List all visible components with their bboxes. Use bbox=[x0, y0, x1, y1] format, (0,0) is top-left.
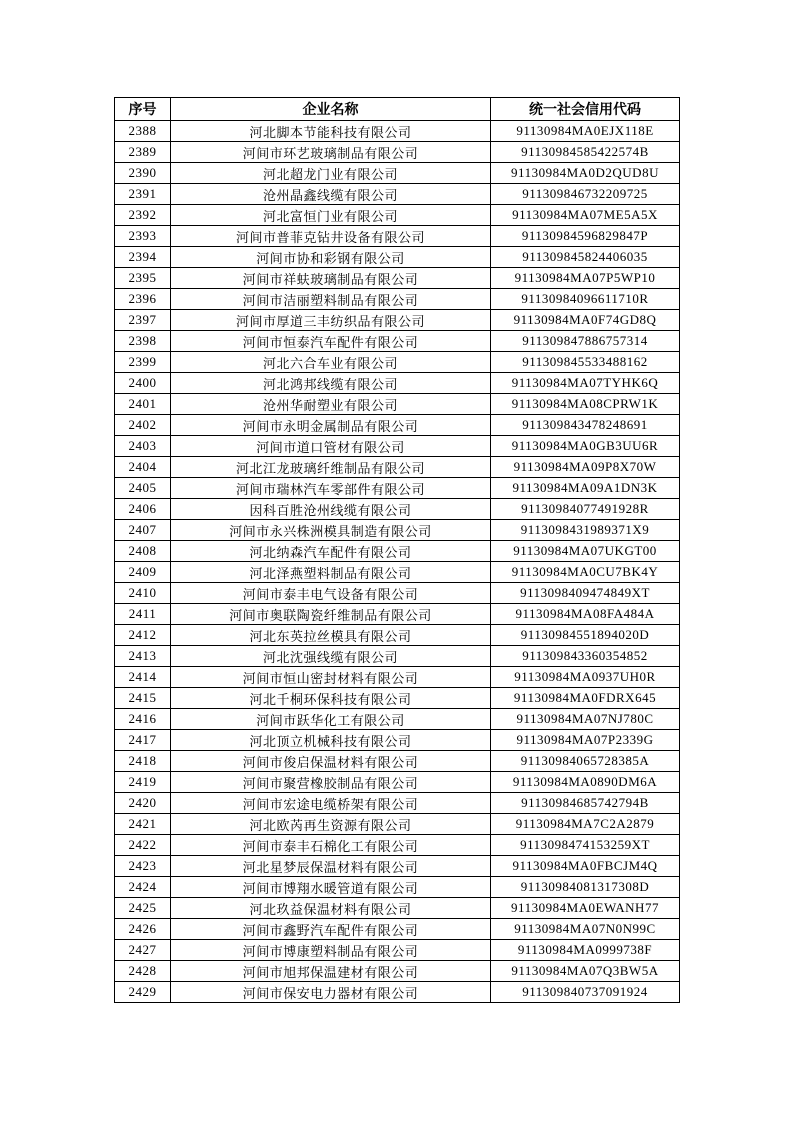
company-name-cell: 河间市跃华化工有限公司 bbox=[171, 709, 491, 730]
company-name-cell: 河北鸿邦线缆有限公司 bbox=[171, 373, 491, 394]
company-name-cell: 河北泽燕塑料制品有限公司 bbox=[171, 562, 491, 583]
company-name-cell: 河间市洁丽塑料制品有限公司 bbox=[171, 289, 491, 310]
credit-code-cell: 91130984MA0F74GD8Q bbox=[491, 310, 680, 331]
table-row bbox=[115, 436, 680, 457]
column-header-serial-number: 序号 bbox=[115, 98, 171, 121]
credit-code-cell: 9113098474153259XT bbox=[491, 835, 680, 856]
credit-code-cell: 9113098431989371X9 bbox=[491, 520, 680, 541]
serial-number-cell: 2416 bbox=[115, 709, 171, 730]
serial-number-cell: 2424 bbox=[115, 877, 171, 898]
table-row bbox=[115, 625, 680, 646]
table-row bbox=[115, 877, 680, 898]
credit-code-cell: 91130984MA07P2339G bbox=[491, 730, 680, 751]
company-name-cell: 河北东英拉丝模具有限公司 bbox=[171, 625, 491, 646]
table-row bbox=[115, 919, 680, 940]
credit-code-cell: 91130984685742794B bbox=[491, 793, 680, 814]
company-name-cell: 河间市旭邦保温建材有限公司 bbox=[171, 961, 491, 982]
table-row bbox=[115, 961, 680, 982]
serial-number-cell: 2402 bbox=[115, 415, 171, 436]
credit-code-cell: 91130984MA0EJX118E bbox=[491, 121, 680, 142]
table-row bbox=[115, 646, 680, 667]
company-name-cell: 河北欧芮再生资源有限公司 bbox=[171, 814, 491, 835]
credit-code-cell: 91130984MA0937UH0R bbox=[491, 667, 680, 688]
credit-code-cell: 91130984MA0FBCJM4Q bbox=[491, 856, 680, 877]
credit-code-cell: 911309843360354852 bbox=[491, 646, 680, 667]
company-name-cell: 沧州晶鑫线缆有限公司 bbox=[171, 184, 491, 205]
credit-code-cell: 91130984MA0FDRX645 bbox=[491, 688, 680, 709]
credit-code-cell: 91130984MA0EWANH77 bbox=[491, 898, 680, 919]
company-name-cell: 河间市博翔水暖管道有限公司 bbox=[171, 877, 491, 898]
table-row bbox=[115, 541, 680, 562]
credit-code-cell: 91130984MA07UKGT00 bbox=[491, 541, 680, 562]
serial-number-cell: 2407 bbox=[115, 520, 171, 541]
table-row bbox=[115, 205, 680, 226]
serial-number-cell: 2419 bbox=[115, 772, 171, 793]
company-name-cell: 河间市博康塑料制品有限公司 bbox=[171, 940, 491, 961]
credit-code-cell: 91130984MA0GB3UU6R bbox=[491, 436, 680, 457]
company-name-cell: 河间市奥联陶瓷纤维制品有限公司 bbox=[171, 604, 491, 625]
serial-number-cell: 2397 bbox=[115, 310, 171, 331]
company-name-cell: 河间市保安电力器材有限公司 bbox=[171, 982, 491, 1003]
table-row bbox=[115, 772, 680, 793]
serial-number-cell: 2411 bbox=[115, 604, 171, 625]
credit-code-cell: 91130984MA07TYHK6Q bbox=[491, 373, 680, 394]
credit-code-cell: 91130984MA07P5WP10 bbox=[491, 268, 680, 289]
serial-number-cell: 2422 bbox=[115, 835, 171, 856]
serial-number-cell: 2428 bbox=[115, 961, 171, 982]
column-header-credit-code: 统一社会信用代码 bbox=[491, 98, 680, 121]
credit-code-cell: 91130984MA09A1DN3K bbox=[491, 478, 680, 499]
serial-number-cell: 2400 bbox=[115, 373, 171, 394]
credit-code-cell: 911309843478248691 bbox=[491, 415, 680, 436]
serial-number-cell: 2421 bbox=[115, 814, 171, 835]
credit-code-cell: 91130984065728385A bbox=[491, 751, 680, 772]
credit-code-cell: 91130984MA08FA484A bbox=[491, 604, 680, 625]
serial-number-cell: 2388 bbox=[115, 121, 171, 142]
company-name-cell: 河间市普菲克钻井设备有限公司 bbox=[171, 226, 491, 247]
credit-code-cell: 91130984551894020D bbox=[491, 625, 680, 646]
serial-number-cell: 2393 bbox=[115, 226, 171, 247]
table-row bbox=[115, 667, 680, 688]
credit-code-cell: 911309840737091924 bbox=[491, 982, 680, 1003]
credit-code-cell: 91130984MA07NJ780C bbox=[491, 709, 680, 730]
table-row bbox=[115, 688, 680, 709]
table-row bbox=[115, 982, 680, 1003]
credit-code-cell: 91130984MA0999738F bbox=[491, 940, 680, 961]
table-row bbox=[115, 184, 680, 205]
credit-code-cell: 91130984096611710R bbox=[491, 289, 680, 310]
table-row bbox=[115, 142, 680, 163]
serial-number-cell: 2418 bbox=[115, 751, 171, 772]
credit-code-cell: 911309847886757314 bbox=[491, 331, 680, 352]
credit-code-cell: 91130984585422574B bbox=[491, 142, 680, 163]
credit-code-cell: 911309845824406035 bbox=[491, 247, 680, 268]
company-name-cell: 河北千桐环保科技有限公司 bbox=[171, 688, 491, 709]
serial-number-cell: 2390 bbox=[115, 163, 171, 184]
table-row bbox=[115, 331, 680, 352]
serial-number-cell: 2409 bbox=[115, 562, 171, 583]
table-row bbox=[115, 226, 680, 247]
credit-code-cell: 91130984MA0890DM6A bbox=[491, 772, 680, 793]
table-row bbox=[115, 415, 680, 436]
company-name-cell: 河间市环艺玻璃制品有限公司 bbox=[171, 142, 491, 163]
company-name-cell: 沧州华耐塑业有限公司 bbox=[171, 394, 491, 415]
company-name-cell: 河间市永兴株洲模具制造有限公司 bbox=[171, 520, 491, 541]
company-name-cell: 河北沈强线缆有限公司 bbox=[171, 646, 491, 667]
table-row bbox=[115, 520, 680, 541]
company-name-cell: 河间市协和彩钢有限公司 bbox=[171, 247, 491, 268]
table-row bbox=[115, 352, 680, 373]
credit-code-cell: 91130984MA7C2A2879 bbox=[491, 814, 680, 835]
company-name-cell: 河间市恒山密封材料有限公司 bbox=[171, 667, 491, 688]
company-name-cell: 河北顶立机械科技有限公司 bbox=[171, 730, 491, 751]
serial-number-cell: 2425 bbox=[115, 898, 171, 919]
table-row bbox=[115, 856, 680, 877]
company-name-cell: 河北脚本节能科技有限公司 bbox=[171, 121, 491, 142]
table-row bbox=[115, 121, 680, 142]
credit-code-cell: 911309845533488162 bbox=[491, 352, 680, 373]
table-row bbox=[115, 562, 680, 583]
table-row bbox=[115, 709, 680, 730]
table-row bbox=[115, 289, 680, 310]
serial-number-cell: 2410 bbox=[115, 583, 171, 604]
serial-number-cell: 2423 bbox=[115, 856, 171, 877]
credit-code-cell: 911309846732209725 bbox=[491, 184, 680, 205]
company-name-cell: 河北玖益保温材料有限公司 bbox=[171, 898, 491, 919]
company-name-cell: 河间市祥蚨玻璃制品有限公司 bbox=[171, 268, 491, 289]
serial-number-cell: 2394 bbox=[115, 247, 171, 268]
credit-code-cell: 91130984MA07Q3BW5A bbox=[491, 961, 680, 982]
serial-number-cell: 2429 bbox=[115, 982, 171, 1003]
table-row bbox=[115, 751, 680, 772]
serial-number-cell: 2417 bbox=[115, 730, 171, 751]
credit-code-cell: 91130984MA07N0N99C bbox=[491, 919, 680, 940]
company-name-cell: 河间市泰丰电气设备有限公司 bbox=[171, 583, 491, 604]
serial-number-cell: 2389 bbox=[115, 142, 171, 163]
serial-number-cell: 2415 bbox=[115, 688, 171, 709]
table-row bbox=[115, 814, 680, 835]
serial-number-cell: 2392 bbox=[115, 205, 171, 226]
table-row bbox=[115, 940, 680, 961]
company-name-cell: 河北江龙玻璃纤维制品有限公司 bbox=[171, 457, 491, 478]
company-name-cell: 河间市厚道三丰纺织品有限公司 bbox=[171, 310, 491, 331]
company-name-cell: 河北超龙门业有限公司 bbox=[171, 163, 491, 184]
table-row bbox=[115, 247, 680, 268]
serial-number-cell: 2427 bbox=[115, 940, 171, 961]
company-registry-table bbox=[114, 97, 680, 1003]
company-name-cell: 河北纳森汽车配件有限公司 bbox=[171, 541, 491, 562]
company-name-cell: 河间市泰丰石棉化工有限公司 bbox=[171, 835, 491, 856]
company-name-cell: 河间市永明金属制品有限公司 bbox=[171, 415, 491, 436]
company-name-cell: 河间市聚营橡胶制品有限公司 bbox=[171, 772, 491, 793]
serial-number-cell: 2403 bbox=[115, 436, 171, 457]
credit-code-cell: 91130984MA07ME5A5X bbox=[491, 205, 680, 226]
company-name-cell: 因科百胜沧州线缆有限公司 bbox=[171, 499, 491, 520]
company-name-cell: 河北星梦辰保温材料有限公司 bbox=[171, 856, 491, 877]
table-row bbox=[115, 583, 680, 604]
table-row bbox=[115, 835, 680, 856]
credit-code-cell: 9113098409474849XT bbox=[491, 583, 680, 604]
serial-number-cell: 2398 bbox=[115, 331, 171, 352]
table-row bbox=[115, 730, 680, 751]
company-name-cell: 河间市恒泰汽车配件有限公司 bbox=[171, 331, 491, 352]
table-row bbox=[115, 457, 680, 478]
company-name-cell: 河间市道口管材有限公司 bbox=[171, 436, 491, 457]
table-row bbox=[115, 373, 680, 394]
table-body bbox=[115, 121, 680, 1003]
serial-number-cell: 2395 bbox=[115, 268, 171, 289]
company-name-cell: 河间市宏途电缆桥架有限公司 bbox=[171, 793, 491, 814]
table-row bbox=[115, 394, 680, 415]
serial-number-cell: 2414 bbox=[115, 667, 171, 688]
serial-number-cell: 2391 bbox=[115, 184, 171, 205]
serial-number-cell: 2406 bbox=[115, 499, 171, 520]
serial-number-cell: 2401 bbox=[115, 394, 171, 415]
table-row bbox=[115, 499, 680, 520]
table-header-row bbox=[115, 98, 680, 121]
table-row bbox=[115, 793, 680, 814]
serial-number-cell: 2426 bbox=[115, 919, 171, 940]
credit-code-cell: 91130984MA0D2QUD8U bbox=[491, 163, 680, 184]
credit-code-cell: 91130984MA09P8X70W bbox=[491, 457, 680, 478]
table-row bbox=[115, 268, 680, 289]
serial-number-cell: 2396 bbox=[115, 289, 171, 310]
credit-code-cell: 91130984081317308D bbox=[491, 877, 680, 898]
table-row bbox=[115, 163, 680, 184]
company-name-cell: 河间市俊启保温材料有限公司 bbox=[171, 751, 491, 772]
serial-number-cell: 2408 bbox=[115, 541, 171, 562]
serial-number-cell: 2420 bbox=[115, 793, 171, 814]
serial-number-cell: 2404 bbox=[115, 457, 171, 478]
company-name-cell: 河间市鑫野汽车配件有限公司 bbox=[171, 919, 491, 940]
serial-number-cell: 2405 bbox=[115, 478, 171, 499]
column-header-company-name: 企业名称 bbox=[171, 98, 491, 121]
credit-code-cell: 91130984MA08CPRW1K bbox=[491, 394, 680, 415]
table-row bbox=[115, 478, 680, 499]
company-name-cell: 河间市瑞林汽车零部件有限公司 bbox=[171, 478, 491, 499]
table-row bbox=[115, 604, 680, 625]
serial-number-cell: 2412 bbox=[115, 625, 171, 646]
serial-number-cell: 2399 bbox=[115, 352, 171, 373]
credit-code-cell: 91130984077491928R bbox=[491, 499, 680, 520]
table-row bbox=[115, 310, 680, 331]
company-name-cell: 河北六合车业有限公司 bbox=[171, 352, 491, 373]
credit-code-cell: 91130984MA0CU7BK4Y bbox=[491, 562, 680, 583]
credit-code-cell: 91130984596829847P bbox=[491, 226, 680, 247]
table-row bbox=[115, 898, 680, 919]
serial-number-cell: 2413 bbox=[115, 646, 171, 667]
company-name-cell: 河北富恒门业有限公司 bbox=[171, 205, 491, 226]
